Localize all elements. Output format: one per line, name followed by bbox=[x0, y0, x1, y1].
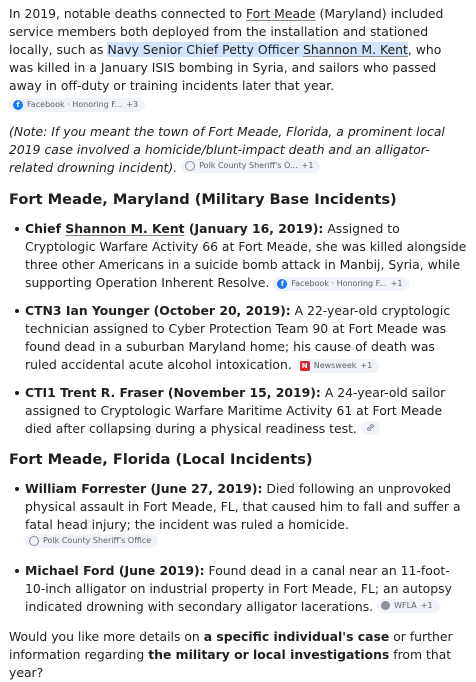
source-chip[interactable] bbox=[25, 534, 158, 548]
item-text: A 24-year-old sailor assigned to Cryptologic Warfare Maritime Activity 61 at Fort Meade died after collapsing during a physical readiness test. bbox=[25, 385, 446, 436]
item-title: CTI1 Trent R. Fraser (November 15, 2019): bbox=[25, 385, 321, 400]
item-title bbox=[25, 221, 323, 236]
list-item bbox=[25, 302, 468, 374]
source-chip[interactable] bbox=[296, 359, 379, 373]
intro-text: , who was killed in a January ISIS bombing in Syria, and sailors who passed away in off-duty or training incidents later that year. bbox=[9, 42, 442, 93]
section-florida bbox=[9, 450, 468, 616]
item-title: Michael Ford (June 2019): bbox=[25, 563, 205, 578]
footer-text: or further information regarding bbox=[9, 629, 453, 662]
wfla-icon bbox=[381, 601, 390, 610]
footer-bold: a specific individual's case bbox=[203, 629, 390, 644]
highlight-rank: Navy Senior Chief Petty Officer bbox=[107, 42, 304, 57]
fort-meade-link[interactable]: Fort Meade bbox=[246, 6, 316, 21]
item-text: Died following an unprovoked physical assault in Fort Meade, FL, that caused him to fall and suffer a fatal head injury; the incident was ruled a homicide. bbox=[25, 481, 461, 532]
footer-text: from that year? bbox=[9, 647, 452, 680]
list-item bbox=[25, 480, 468, 552]
source-chip[interactable] bbox=[181, 159, 320, 173]
facebook-icon: f bbox=[277, 279, 287, 289]
source-chip-label: Polk County Sheriff's Office bbox=[43, 536, 152, 545]
item-title-part: (January 16, 2019): bbox=[184, 221, 324, 236]
source-chip-label: Facebook · Honoring F... bbox=[27, 100, 123, 109]
source-chip-label: WFLA bbox=[394, 600, 417, 610]
source-chip-more: +1 bbox=[420, 600, 433, 610]
source-chip-more: +1 bbox=[360, 361, 373, 370]
source-chip-more: +1 bbox=[301, 161, 314, 170]
item-title: William Forrester (June 27, 2019): bbox=[25, 481, 263, 496]
section-heading: Fort Meade, Florida (Local Incidents) bbox=[9, 451, 313, 468]
section-maryland bbox=[9, 190, 468, 438]
source-chip-label: Polk County Sheriff's O... bbox=[199, 161, 298, 170]
link-icon bbox=[366, 423, 375, 432]
source-chip-label: Newsweek bbox=[313, 361, 357, 370]
source-chip[interactable] bbox=[377, 599, 439, 613]
list-item bbox=[25, 562, 468, 616]
list-item bbox=[25, 220, 468, 292]
item-title: CTN3 Ian Younger (October 20, 2019): bbox=[25, 303, 291, 318]
facebook-icon: f bbox=[13, 100, 23, 110]
intro-paragraph bbox=[9, 5, 468, 113]
shannon-kent-link[interactable]: Shannon M. Kent bbox=[65, 221, 185, 236]
footer-text: Would you like more details on bbox=[9, 629, 204, 644]
source-chip-more: +1 bbox=[390, 279, 403, 288]
item-text: Found dead in a canal near an 11-foot-10-inch alligator on industrial property in Fort Meade, FL; an autopsy indicated drowning with secondary alligator lacerations. bbox=[25, 563, 452, 614]
globe-icon bbox=[29, 536, 39, 546]
footer-bold: the military or local investigations bbox=[148, 647, 390, 662]
source-chip[interactable] bbox=[273, 277, 409, 291]
incident-list bbox=[9, 220, 468, 438]
link-chip[interactable] bbox=[361, 421, 380, 435]
source-chip[interactable] bbox=[9, 98, 145, 112]
item-text: Assigned to Cryptologic Warfare Activity 66 at Fort Meade, she was killed alongside three other Americans in a suicide bomb attack in Manbij, Syria, while supporting Operation Inherent Resolve. bbox=[25, 221, 467, 290]
item-title-part: Chief bbox=[25, 221, 66, 236]
globe-icon bbox=[185, 161, 195, 171]
item-text: A 22-year-old cryptologic technician assigned to Cyber Protection Team 90 at Fort Meade was found dead in a suburban Maryland home; his cause of death was ruled accidental acute alcohol intoxication. bbox=[25, 303, 451, 372]
list-item bbox=[25, 384, 468, 438]
intro-text: (Maryland) included service members both deployed from the installation and stationed locally, such as bbox=[9, 6, 444, 57]
intro-text: In 2019, notable deaths connected to bbox=[9, 6, 246, 21]
newsweek-icon: N bbox=[300, 361, 310, 371]
shannon-kent-link[interactable]: Shannon M. Kent bbox=[303, 42, 408, 57]
section-heading: Fort Meade, Maryland (Military Base Incidents) bbox=[9, 191, 397, 208]
source-chip-more: +3 bbox=[126, 100, 139, 109]
highlighted-text[interactable] bbox=[107, 42, 407, 57]
note-paragraph bbox=[9, 123, 468, 177]
note-text: (Note: If you meant the town of Fort Meade, Florida, a prominent local 2019 case involved a homicide/blunt-impact death and an alligator-related drowning incident). bbox=[9, 124, 445, 175]
follow-up-question bbox=[9, 628, 468, 682]
source-chip-label: Facebook · Honoring F... bbox=[291, 279, 387, 288]
